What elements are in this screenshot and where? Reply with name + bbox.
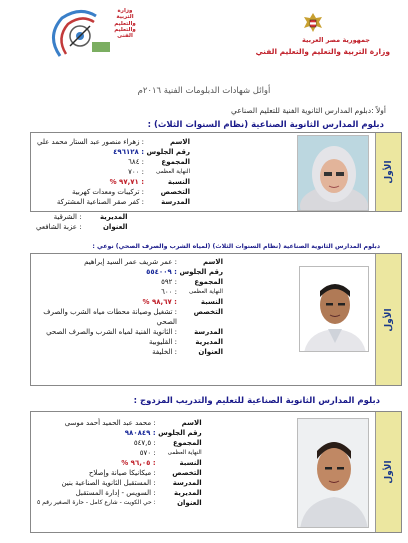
republic-label: جمهورية مصر العربية: [302, 36, 370, 44]
student-info: الاسم : محمد عبد الحميد أحمد موسى رقم الجلوس : ٩٨٠٨٤٩ المجموع : ٥٤٧,٥ النهاية العظمى : ٥٧٠ النسبة : ٩٦,٠٥ % التخصص : ميكانيكا صيانة وإصلاح المدرسة : المستقبل الثانوية الصناعية بنين المديرية : السويس - إدارة المستقبل العنوان : حي الكويت - شارع كامل - حارة الصغير رقم ٥: [37, 419, 202, 507]
rank-badge: الأول: [375, 412, 401, 532]
student-photo: [299, 266, 369, 352]
address: : حي الكويت - شارع كامل - حارة الصغير رقم ٥: [37, 499, 156, 506]
student-card-3: [30, 411, 402, 533]
page-title: أوائل شهادات الدبلومات الفنية ٢٠١٦م: [137, 86, 271, 96]
school: : المستقبل الثانوية الصناعية بنين: [61, 479, 156, 487]
ministry-logo-icon: [40, 6, 118, 62]
rank-badge: الأول: [375, 254, 401, 385]
school: : الثانوية الفنية لمياه الشرب والصرف الصحي: [46, 328, 177, 336]
percentage: : ٩٨,٦٧ %: [142, 298, 177, 306]
max-score: : ٧٠٠: [128, 168, 145, 176]
directorate: : السويس - إدارة المستقبل: [75, 489, 156, 497]
student-info: الاسم : زهراء منصور عبد الستار محمد علي رقم الجلوس : ٤٩٦١٢٨ المجموع : ٦٨٤ النهاية العظمى : ٧٠٠ النسبة : ٩٧,٧١ % التخصص : تركيبات ومعدات كهربية المدرسة : كفر صقر الصناعية المشتركة: [37, 138, 191, 206]
student-card-1: [30, 132, 402, 212]
section-a-title: أولاً :دبلوم المدارس الثانوية الفنية للتعليم الصناعي: [231, 106, 386, 115]
student-name: : عمر شريف عمر السيد إبراهيم: [84, 258, 177, 266]
total-score: : ٥٩٢: [161, 278, 177, 286]
student-info: الاسم : عمر شريف عمر السيد إبراهيم رقم الجلوس : ٥٥٤٠٠٩ المجموع : ٥٩٢ النهاية العظمى : ٦٠٠ النسبة : ٩٨,٦٧ % التخصص : تشغيل وصيانة محطات مياه الشرب والصرف الصحي المدرسة : الثانوية الفنية لمياه الشرب والصرف الصحي المديرية : القليوبية العنوان : الخليفة: [37, 257, 223, 357]
section-heading-2: دبلوم المدارس الثانوية الصناعية (نظام السنوات الثلاث) (لمياه الشرب والصرف الصحي) نوعي :: [92, 243, 380, 250]
specialization: : تشغيل وصيانة محطات مياه الشرب والصرف الصحي: [43, 308, 177, 326]
ministry-left-title: وزارة التربية والتعليم والتعليم الفنى: [114, 8, 136, 40]
student-photo: [297, 135, 369, 211]
student-photo: [297, 418, 369, 528]
specialization: : تركيبات ومعدات كهربية: [71, 188, 145, 196]
student-1-extra-info: المديرية : الشرقية العنوان : عزبة الشافعي: [36, 213, 128, 231]
school: : كفر صقر الصناعية المشتركة: [56, 198, 145, 206]
address: : عزبة الشافعي: [36, 223, 82, 231]
section-heading-1: دبلوم المدارس الثانوية الصناعية (نظام السنوات الثلاث) :: [147, 120, 384, 130]
directorate: : الشرقية: [53, 213, 82, 221]
student-name: : محمد عبد الحميد أحمد موسى: [64, 419, 156, 427]
student-card-2: [30, 253, 402, 386]
egypt-eagle-emblem-icon: [300, 10, 326, 36]
max-score: : ٥٧٠: [139, 449, 156, 457]
page-header: [0, 0, 408, 78]
percentage: : ٩٦,٠٥ %: [121, 459, 156, 467]
total-score: : ٦٨٤: [128, 158, 145, 166]
total-score: : ٥٤٧,٥: [133, 439, 156, 447]
percentage: : ٩٧,٧١ %: [109, 178, 145, 186]
seat-number: : ٤٩٦١٢٨: [113, 148, 145, 156]
section-heading-3: دبلوم المدارس الثانوية الصناعية للتعليم والتدريب المزدوج :: [133, 396, 380, 406]
seat-number: : ٩٨٠٨٤٩: [124, 429, 156, 437]
ministry-title: وزارة التربية والتعليم والتعليم الفني: [255, 47, 390, 56]
directorate: : القليوبية: [148, 338, 177, 346]
specialization: : ميكانيكا صيانة وإصلاح: [88, 469, 156, 477]
seat-number: : ٥٥٤٠٠٩: [146, 268, 177, 276]
student-name: : زهراء منصور عبد الستار محمد علي: [37, 138, 145, 146]
address: : الخليفة: [152, 348, 177, 356]
max-score: : ٦٠٠: [161, 288, 177, 296]
rank-badge: الأول: [375, 133, 401, 211]
